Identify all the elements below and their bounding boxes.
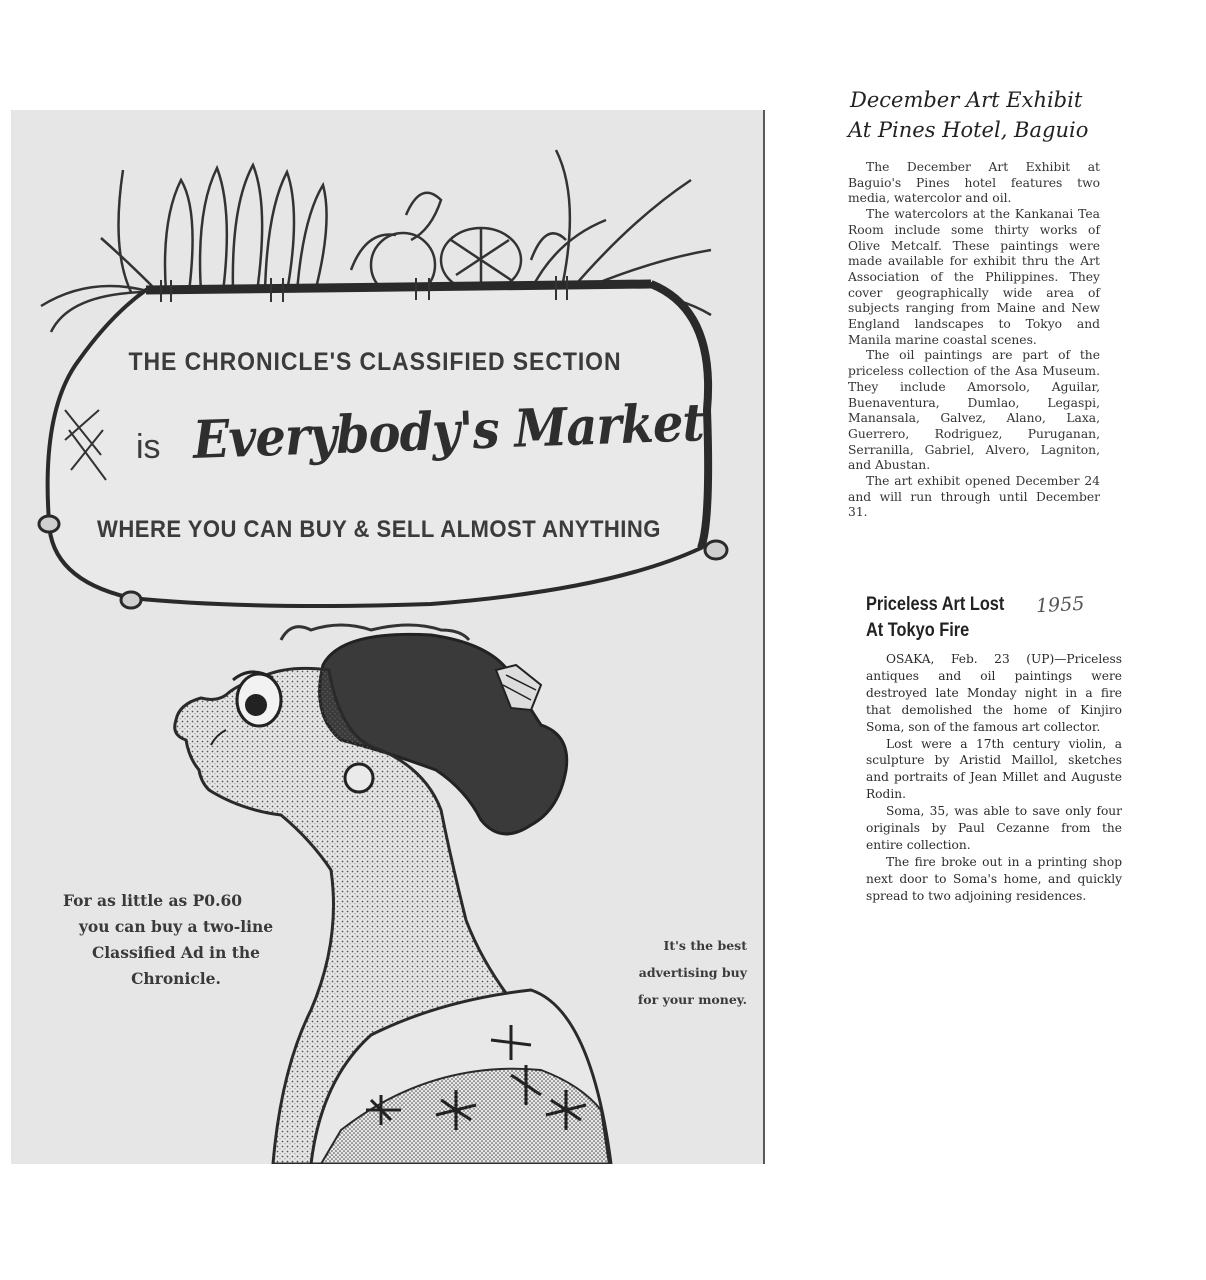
article-paragraph: OSAKA, Feb. 23 (UP)—Priceless antiques and oil paintings were destroyed late Monday night in a fire that demolished the home of Kinjiro Soma, son of the famous art collector.: [866, 652, 1122, 734]
classified-ad: [11, 110, 765, 1164]
article-headline: At Pines Hotel, Baguio: [848, 118, 1089, 142]
article-headline: Priceless Art Lost: [866, 594, 1005, 615]
article-paragraph: The watercolors at the Kankanai Tea Room include some thirty works of Olive Metcalf. These paintings were made available for exhibit thru the Art Association of the Philippines. They cover geographically wide area of subjects ranging from Maine and New England landscapes to Tokyo and Manila marine coastal scenes.: [848, 207, 1100, 347]
article-paragraph: The December Art Exhibit at Baguio's Pines hotel features two media, watercolor and oil.: [848, 160, 1100, 206]
ad-script-title: Everybody's Market: [191, 392, 705, 471]
ad-slogan-copy: [577, 932, 747, 1013]
article-paragraph: The oil paintings are part of the priceless collection of the Asa Museum. They include Amorsolo, Aguilar, Buenaventura, Dumlao, Legaspi, Manansala, Galvez, Alano, Laxa, Guerrero, Rodriguez, Puruganan, Serranilla, Gabriel, Alvero, Lagniton, and Abustan.: [848, 348, 1100, 473]
article-paragraph: Soma, 35, was able to save only four originals by Paul Cezanne from the entire collection.: [866, 804, 1122, 852]
ad-subline: WHERE YOU CAN BUY & SELL ALMOST ANYTHING: [97, 516, 661, 543]
article-headline: At Tokyo Fire: [866, 620, 970, 641]
ad-price-copy: [51, 888, 301, 992]
article-paragraph: The fire broke out in a printing shop next door to Soma's home, and quickly spread to two adjoining residences.: [866, 854, 1122, 903]
ad-slogan-line: for your money.: [637, 992, 747, 1007]
ad-price-line: For as little as P0.60: [63, 891, 243, 910]
ad-price-line: Classified Ad in the: [91, 943, 261, 962]
article-headline: December Art Exhibit: [850, 88, 1083, 112]
ad-slogan-line: It's the best: [663, 938, 747, 953]
article-paragraph: The art exhibit opened December 24 and will run through until December 31.: [848, 474, 1100, 520]
ad-is-word: is: [136, 428, 161, 466]
ad-price-line: you can buy a two-line: [78, 917, 274, 936]
ad-headline: THE CHRONICLE'S CLASSIFIED SECTION: [128, 348, 622, 376]
ad-slogan-line: advertising buy: [638, 965, 747, 980]
article-paragraph: Lost were a 17th century violin, a sculpture by Aristid Maillol, sketches and portraits of Jean Millet and Auguste Rodin.: [866, 736, 1122, 802]
article-body: [866, 651, 1122, 905]
article-body: [848, 160, 1100, 521]
handwritten-year-note: 1955: [1035, 592, 1085, 618]
ad-price-line: Chronicle.: [131, 969, 221, 988]
